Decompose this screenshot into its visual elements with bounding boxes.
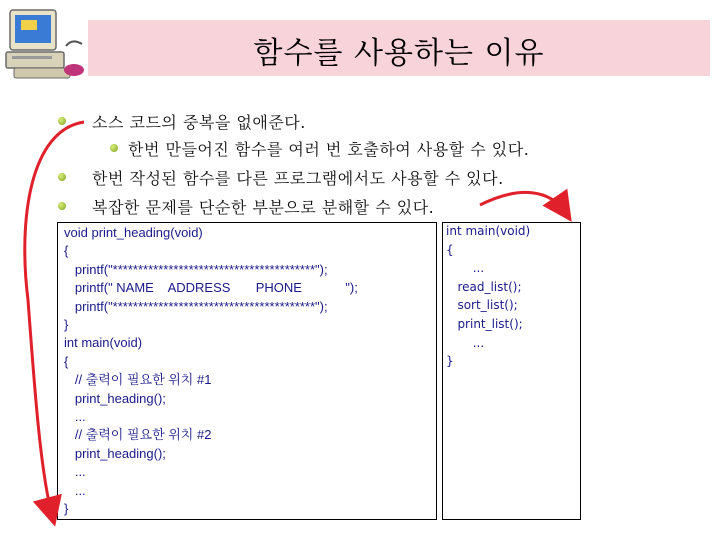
code-line: sort_list(); [446, 298, 518, 313]
code-line: print_heading(); [64, 390, 166, 406]
code-line: // 출력이 필요한 위치 #2 [64, 427, 212, 443]
code-line: ... [64, 409, 86, 424]
code-line: { [64, 243, 69, 259]
bullet-dot [110, 144, 118, 152]
code-line: void print_heading(void) [64, 225, 203, 240]
code-line: printf(" NAME ADDRESS PHONE "); [64, 280, 358, 296]
bullet-dot [58, 202, 66, 210]
bullet-item: 소스 코드의 중복을 없애준다. [92, 113, 306, 132]
code-line: print_heading(); [64, 445, 166, 461]
page-title: 함수를 사용하는 이유 [253, 36, 545, 71]
bullet-dot [58, 117, 66, 125]
code-line: print_list(); [446, 317, 523, 331]
code-line: ... [446, 335, 485, 350]
code-line: } [64, 501, 69, 516]
code-line: ... [64, 482, 86, 498]
code-line: int main(void) [446, 224, 531, 238]
code-line: } [64, 317, 69, 332]
bullet-item: 복잡한 문제를 단순한 부분으로 분해할 수 있다. [92, 198, 435, 217]
code-line: printf("****************************************"); [64, 298, 328, 314]
code-line: } [446, 354, 454, 369]
bullet-subitem: 한번 만들어진 함수를 여러 번 호출하여 사용할 수 있다. [128, 140, 530, 159]
computer-clipart-icon [4, 8, 88, 82]
code-line: read_list(); [446, 279, 522, 294]
bullet-item: 한번 작성된 함수를 다른 프로그램에서도 사용할 수 있다. [92, 169, 504, 188]
code-line: int main(void) [64, 335, 143, 351]
code-line: printf("****************************************"); [64, 261, 328, 277]
code-line: { [64, 353, 69, 369]
curved-arrow-right [480, 192, 565, 212]
code-line: { [446, 242, 454, 257]
code-line: ... [446, 261, 485, 276]
bullet-dot [58, 173, 66, 181]
code-line: // 출력이 필요한 위치 #1 [64, 372, 212, 388]
code-line: ... [64, 464, 86, 480]
